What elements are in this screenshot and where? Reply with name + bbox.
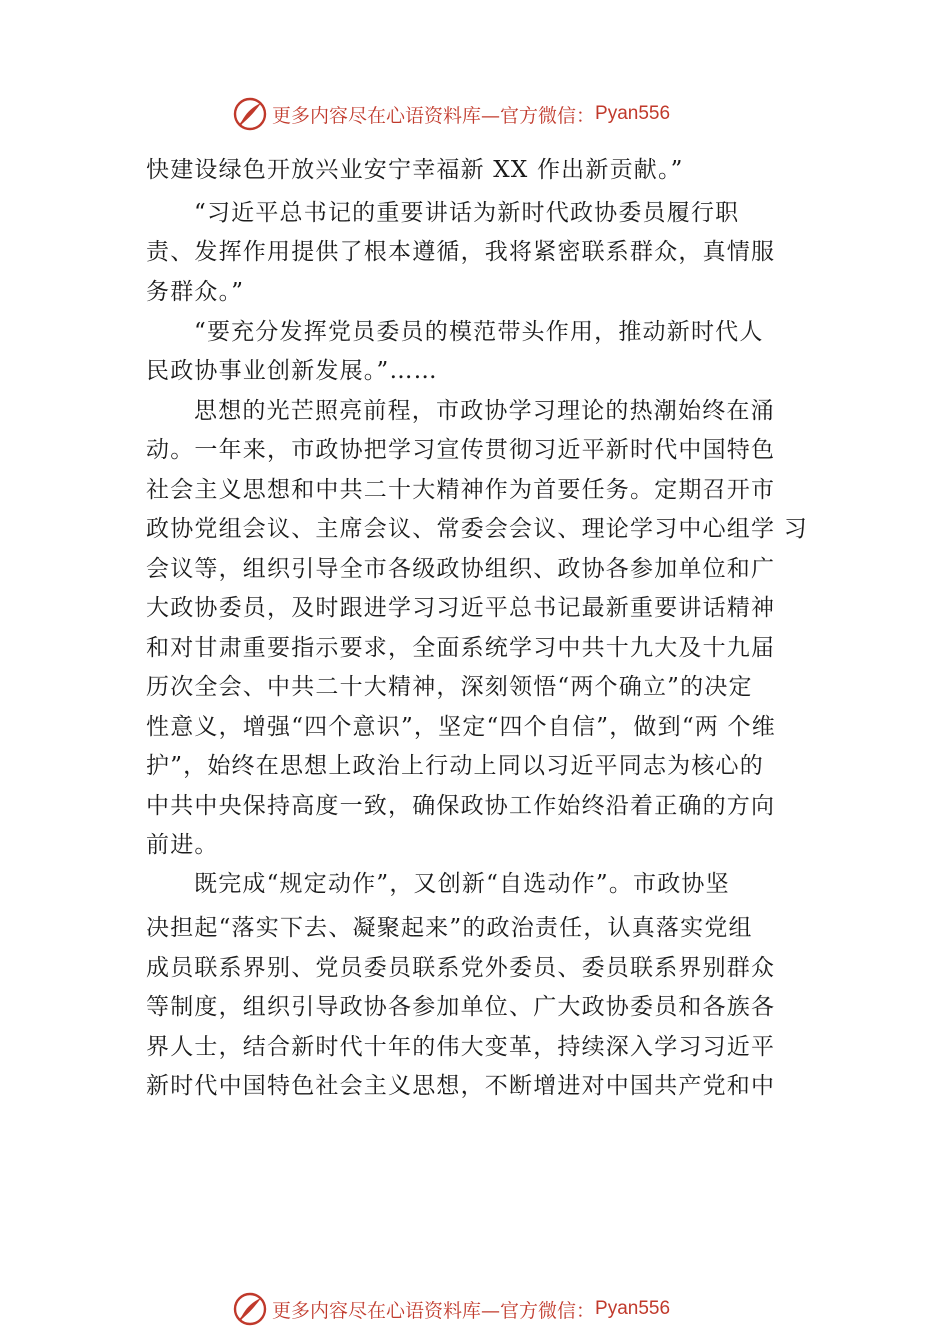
body-line: 界人士，结合新时代十年的伟大变革，持续深入学习习近平 xyxy=(146,1034,776,1060)
body-line: 前进。 xyxy=(146,832,219,858)
body-line: 思想的光芒照亮前程，市政协学习理论的热潮始终在涌 xyxy=(194,398,775,424)
body-line: 成员联系界别、党员委员联系党外委员、委员联系界别群众 xyxy=(146,955,776,981)
body-line: 务群众。” xyxy=(146,279,245,305)
header-banner-title: 更多内容尽在心语资料库 xyxy=(272,104,482,127)
body-line: 既完成“规定动作”，又创新“自选动作”。市政协坚 xyxy=(194,871,730,897)
body-line: 护”，始终在思想上政治上行动上同以习近平同志为核心的 xyxy=(146,753,764,779)
footer-banner-wechat-id: Pyan556 xyxy=(595,1298,671,1319)
header-banner xyxy=(232,94,752,134)
body-line: 历次全会、中共二十大精神，深刻领悟“两个确立”的决定 xyxy=(146,674,753,700)
footer-banner xyxy=(232,1289,752,1329)
header-banner-label: —官方微信： xyxy=(481,104,596,127)
body-line: 等制度，组织引导政协各参加单位、广大政协委员和各族各 xyxy=(146,994,776,1020)
header-banner-wechat-id: Pyan556 xyxy=(595,103,671,124)
body-line: “习近平总书记的重要讲话为新时代政协委员履行职 xyxy=(194,200,740,226)
body-line: 新时代中国特色社会主义思想，不断增进对中国共产党和中 xyxy=(146,1073,776,1099)
body-line: 责、发挥作用提供了根本遵循，我将紧密联系群众，真情服 xyxy=(146,239,776,265)
body-line: 快建设绿色开放兴业安宁幸福新 XX 作出新贡献。” xyxy=(146,157,684,183)
body-line: 动。一年来，市政协把学习宣传贯彻习近平新时代中国特色 xyxy=(146,437,776,463)
body-line: 民政协事业创新发展。”…… xyxy=(146,358,438,384)
body-line: 会议等，组织引导全市各级政协组织、政协各参加单位和广 xyxy=(146,556,776,582)
body-line: “要充分发挥党员委员的模范带头作用，推动新时代人 xyxy=(194,319,764,345)
body-line: 性意义，增强“四个意识”，坚定“四个自信”，做到“两 个维 xyxy=(146,714,776,740)
body-line: 社会主义思想和中共二十大精神作为首要任务。定期召开市 xyxy=(146,477,776,503)
footer-banner-title: 更多内容尽在心语资料库 xyxy=(272,1299,482,1322)
body-line: 中共中央保持高度一致，确保政协工作始终沿着正确的方向 xyxy=(146,793,776,819)
quill-logo-icon xyxy=(232,96,268,132)
quill-logo-icon xyxy=(232,1291,268,1327)
footer-banner-label: —官方微信： xyxy=(481,1299,596,1322)
body-line: 政协党组会议、主席会议、常委会会议、理论学习中心组学 习 xyxy=(146,516,808,542)
body-line: 和对甘肃重要指示要求，全面系统学习中共十九大及十九届 xyxy=(146,635,776,661)
body-line: 大政协委员，及时跟进学习习近平总书记最新重要讲话精神 xyxy=(146,595,776,621)
body-line: 决担起“落实下去、凝聚起来”的政治责任，认真落实党组 xyxy=(146,915,753,941)
